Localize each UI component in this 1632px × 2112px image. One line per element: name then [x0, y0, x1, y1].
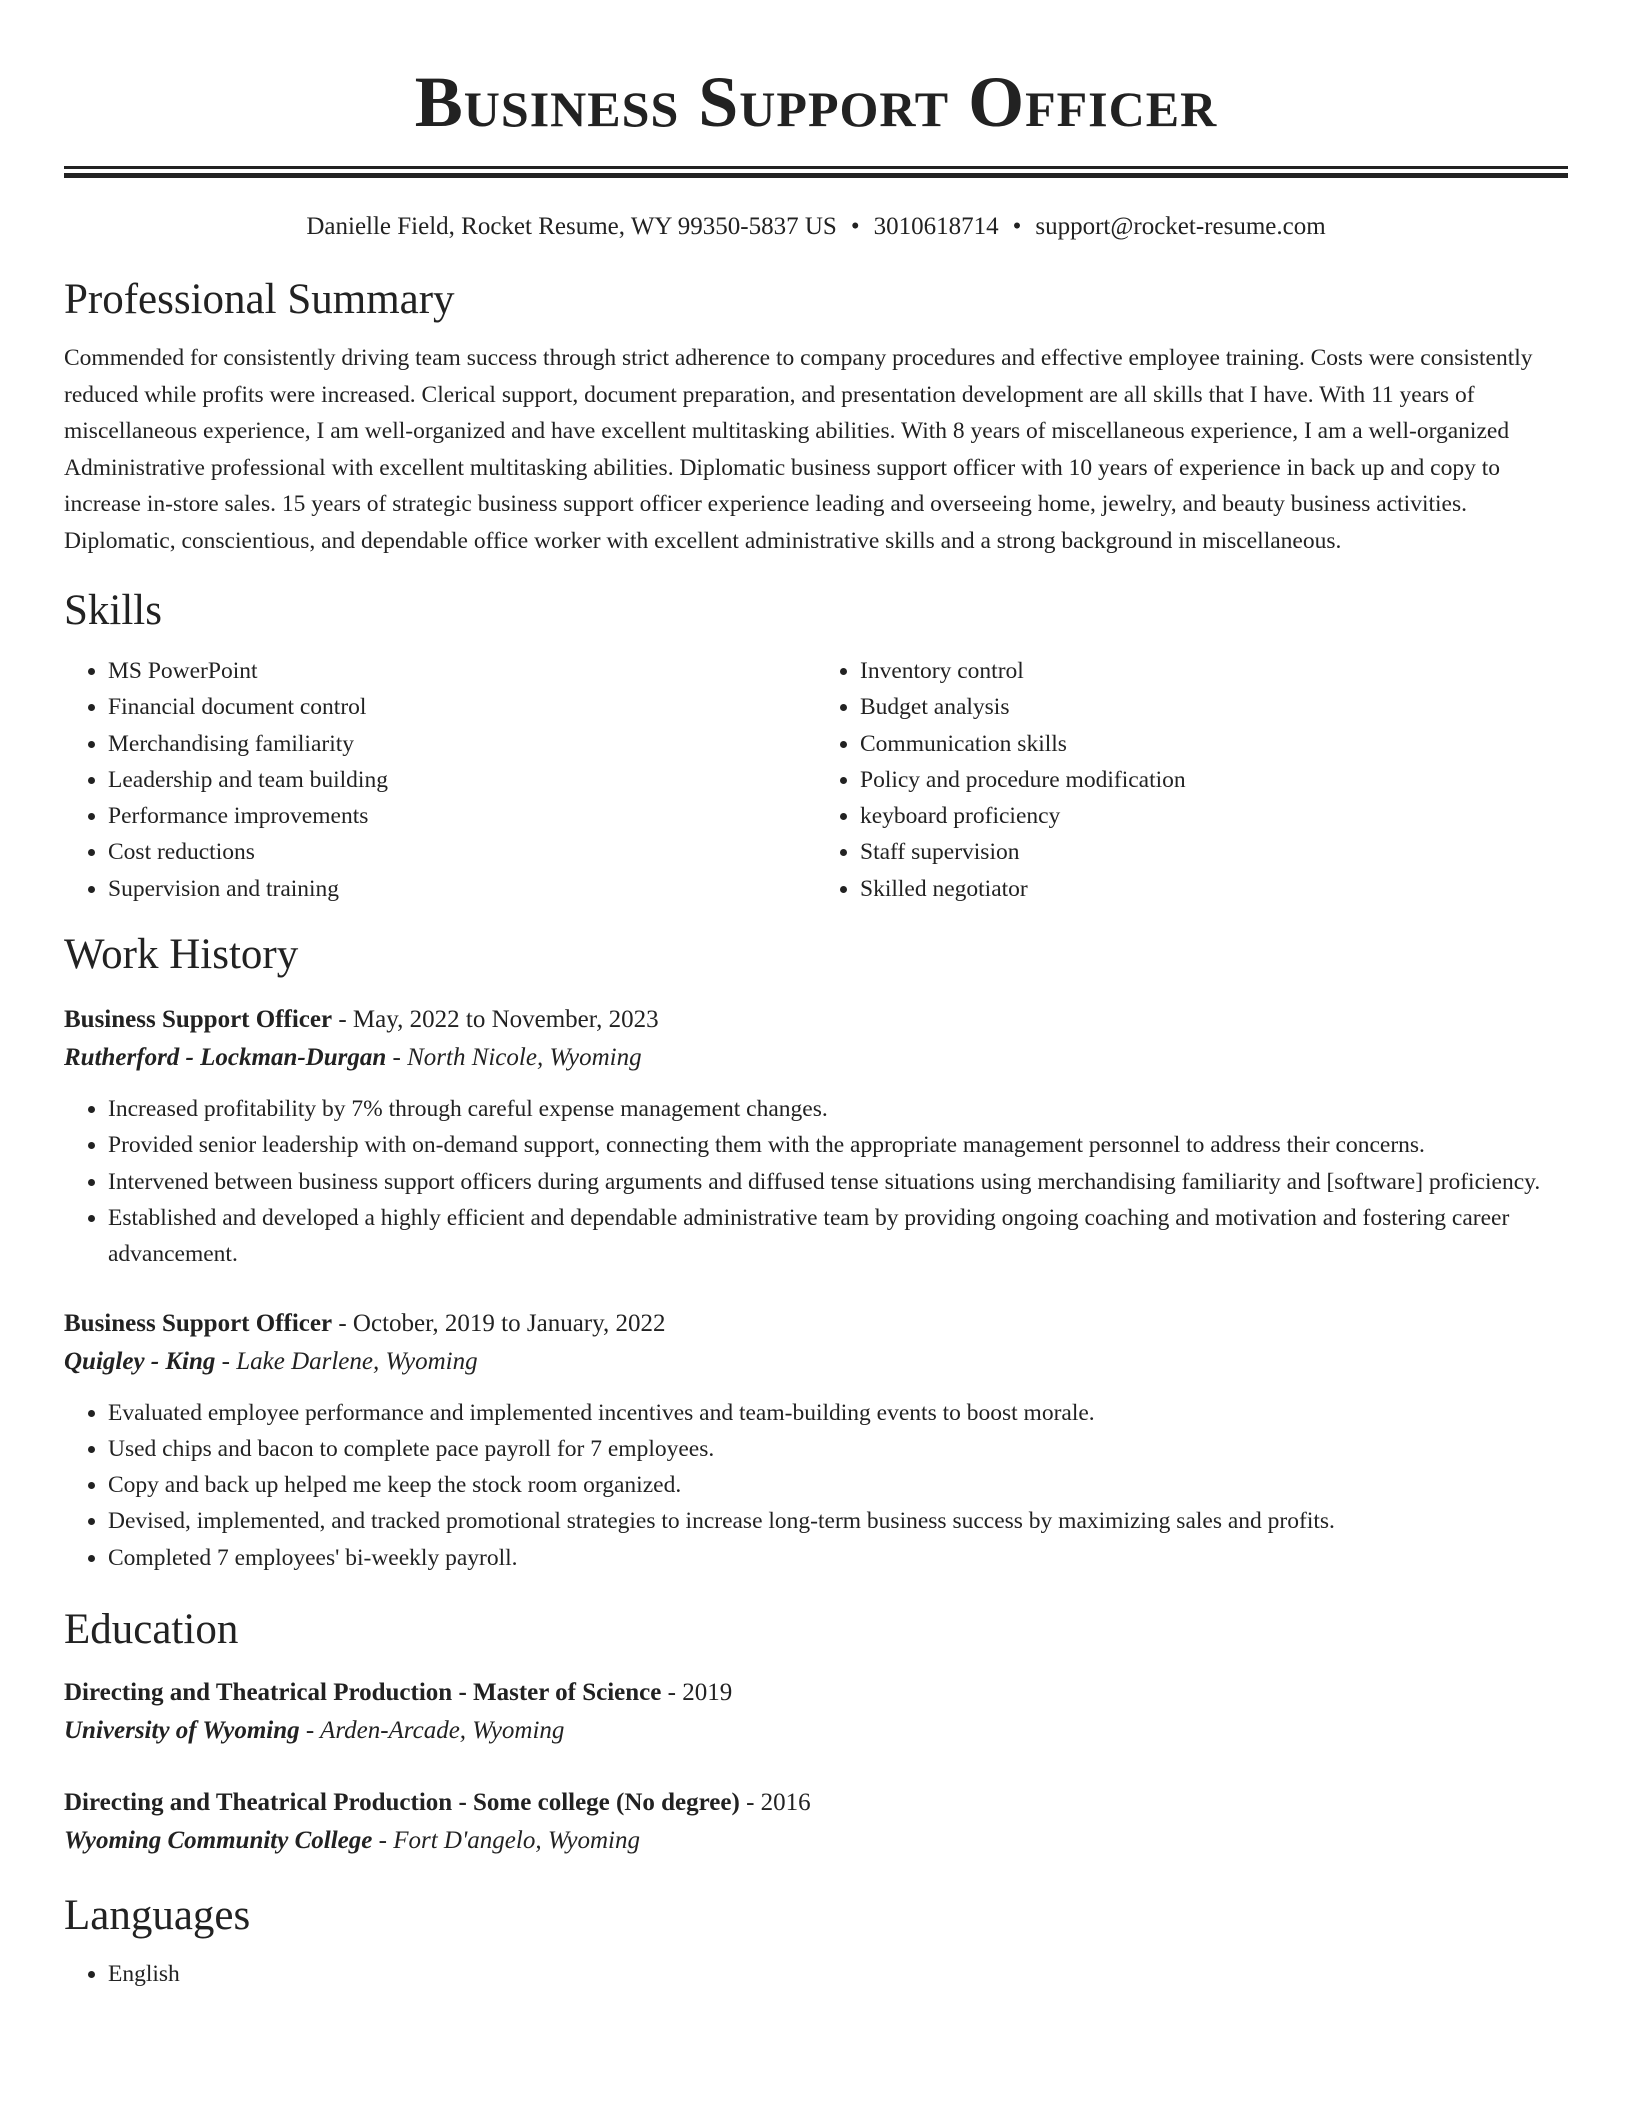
- skills-heading: Skills: [64, 587, 162, 634]
- job-company-line: [64, 1039, 1568, 1077]
- skill-item: • Merchandising familiarity: [108, 726, 816, 762]
- contact-separator: •: [850, 213, 860, 240]
- education-entry: [64, 1784, 1568, 1860]
- job-entry: [64, 1001, 1568, 1272]
- education-entry: [64, 1674, 1568, 1750]
- job-dates: - May, 2022 to November, 2023: [332, 1006, 659, 1034]
- degree-line: [64, 1674, 1568, 1712]
- job-bullet: • Used chips and bacon to complete pace payroll for 7 employees.: [108, 1431, 1568, 1467]
- job-entry: [64, 1305, 1568, 1576]
- school-location: - Fort D'angelo, Wyoming: [372, 1827, 640, 1855]
- skill-item: • Policy and procedure modification: [860, 762, 1568, 798]
- contact-phone: 3010618714: [873, 213, 999, 240]
- job-dates: - October, 2019 to January, 2022: [332, 1309, 666, 1337]
- summary-text: Commended for consistently driving team success through strict adherence to company procedures and effective employee training. Costs were consistently reduced while profits were increased. Clerical support, document preparation, and presentation development are all skills that I have. With 11 years of miscellaneous experience, I am well-organized and have excellent multitasking abilities. With 8 years of miscellaneous experience, I am a well-organized Administrative professional with excellent multitasking abilities. Diplomatic business support officer with 10 years of experience in back up and copy to increase in-store sales. 15 years of strategic business support officer experience leading and overseeing home, jewelry, and beauty business activities. Diplomatic, conscientious, and dependable office worker with excellent administrative skills and a strong background in miscellaneous.: [64, 345, 1533, 554]
- school-line: [64, 1712, 1568, 1750]
- skill-item: • Staff supervision: [860, 834, 1568, 870]
- skill-item: • Inventory control: [860, 653, 1568, 689]
- resume-title: Business Support Officer: [414, 62, 1218, 142]
- job-title-line: [64, 1305, 1568, 1343]
- job-bullet: • Increased profitability by 7% through careful expense management changes.: [108, 1091, 1568, 1127]
- job-title-line: [64, 1001, 1568, 1039]
- job-company: Rutherford - Lockman-Durgan: [64, 1044, 387, 1072]
- school-location: - Arden-Arcade, Wyoming: [299, 1717, 565, 1745]
- skill-item: • Financial document control: [108, 689, 816, 725]
- work-history-heading: Work History: [64, 931, 299, 979]
- skill-item: • Supervision and training: [108, 871, 816, 907]
- skills-list: [64, 653, 1568, 907]
- job-bullets: [64, 1395, 1568, 1576]
- job-bullet: • Copy and back up helped me keep the stock room organized.: [108, 1467, 1568, 1503]
- skill-item: • MS PowerPoint: [108, 653, 816, 689]
- contact-email: support@rocket-resume.com: [1035, 213, 1326, 240]
- job-bullet: • Evaluated employee performance and implemented incentives and team-building events to boost morale.: [108, 1395, 1568, 1431]
- skill-item: • Communication skills: [860, 726, 1568, 762]
- job-bullet: • Devised, implemented, and tracked promotional strategies to increase long-term business success by maximizing sales and profits.: [108, 1503, 1568, 1539]
- job-title: Business Support Officer: [64, 1309, 333, 1337]
- degree: Directing and Theatrical Production - Some college (No degree): [64, 1789, 740, 1817]
- skill-item: • keyboard proficiency: [860, 798, 1568, 834]
- school: University of Wyoming: [64, 1717, 300, 1745]
- job-title: Business Support Officer: [64, 1006, 333, 1034]
- job-bullet: • Provided senior leadership with on-demand support, connecting them with the appropriate management personnel to address their concerns.: [108, 1127, 1568, 1163]
- job-location: - North Nicole, Wyoming: [386, 1044, 642, 1072]
- job-bullet: • Completed 7 employees' bi-weekly payroll.: [108, 1540, 1568, 1576]
- skill-item: • Skilled negotiator: [860, 871, 1568, 907]
- job-company-line: [64, 1343, 1568, 1381]
- contact-address: Danielle Field, Rocket Resume, WY 99350-5837 US: [306, 213, 837, 240]
- degree-line: [64, 1784, 1568, 1822]
- languages-heading: Languages: [64, 1892, 251, 1940]
- skill-item: • Cost reductions: [108, 834, 816, 870]
- contact-line: [64, 210, 1568, 244]
- skill-item: • Performance improvements: [108, 798, 816, 834]
- skills-right-column: [816, 653, 1568, 907]
- job-company: Quigley - King: [64, 1347, 216, 1375]
- degree-year: - 2019: [661, 1679, 733, 1707]
- contact-separator: •: [1012, 213, 1022, 240]
- job-bullets: [64, 1091, 1568, 1272]
- language-item: • English: [108, 1956, 1568, 1992]
- skill-item: • Leadership and team building: [108, 762, 816, 798]
- title-divider: [64, 166, 1568, 178]
- degree: Directing and Theatrical Production - Master of Science: [64, 1679, 662, 1707]
- school-line: [64, 1822, 1568, 1860]
- degree-year: - 2016: [739, 1789, 811, 1817]
- job-bullet: • Established and developed a highly efficient and dependable administrative team by providing ongoing coaching and motivation and fostering career advancement.: [108, 1200, 1568, 1273]
- school: Wyoming Community College: [64, 1827, 373, 1855]
- summary-heading: Professional Summary: [64, 276, 455, 323]
- job-bullet: • Intervened between business support officers during arguments and diffused tense situations using merchandising familiarity and [software] proficiency.: [108, 1164, 1568, 1200]
- languages-list: [64, 1956, 1568, 1992]
- skills-left-column: [64, 653, 816, 907]
- education-heading: Education: [64, 1606, 239, 1654]
- job-location: - Lake Darlene, Wyoming: [215, 1347, 478, 1375]
- skill-item: • Budget analysis: [860, 689, 1568, 725]
